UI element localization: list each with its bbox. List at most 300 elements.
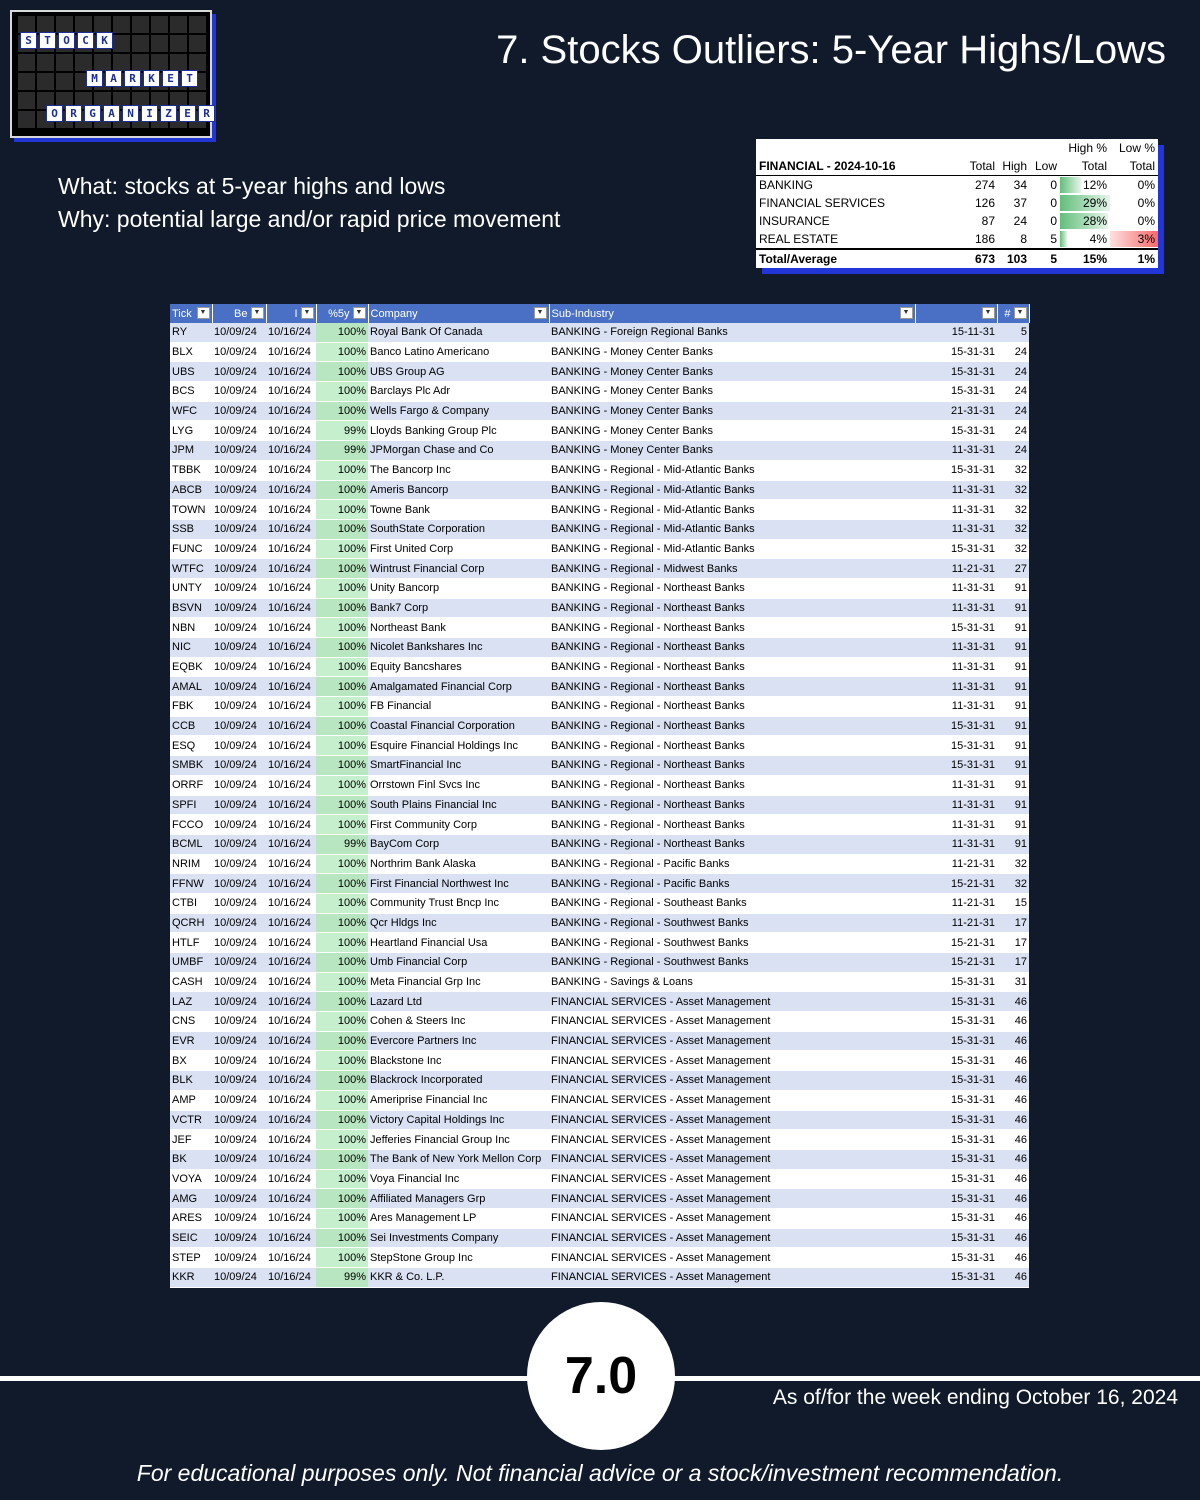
industry-count-cell: 46	[997, 1031, 1029, 1051]
logo-bg-tile	[18, 16, 35, 33]
column-header-trend[interactable]	[915, 304, 997, 323]
pct-5y-cell: 100%	[316, 1169, 368, 1189]
table-row[interactable]	[170, 382, 1029, 402]
table-row[interactable]	[170, 854, 1029, 874]
industry-count-cell: 32	[997, 460, 1029, 480]
trend-code-cell: 11-31-31	[915, 697, 997, 717]
filter-dropdown-icon[interactable]: ▼	[534, 307, 547, 319]
table-row[interactable]	[170, 1248, 1029, 1268]
industry-count-cell: 91	[997, 598, 1029, 618]
pct-5y-cell: 100%	[316, 1051, 368, 1071]
pct-5y-cell: 100%	[316, 756, 368, 776]
logo-letter: T	[39, 32, 56, 49]
sub-industry-cell: BANKING - Regional - Northeast Banks	[549, 736, 915, 756]
ticker-cell: BK	[170, 1149, 212, 1169]
industry-count-cell: 46	[997, 1149, 1029, 1169]
trend-code-cell: 21-31-31	[915, 401, 997, 421]
ticker-cell: BLX	[170, 342, 212, 362]
trend-code-cell: 15-31-31	[915, 342, 997, 362]
filter-dropdown-icon[interactable]: ▼	[353, 307, 366, 319]
industry-count-cell: 91	[997, 716, 1029, 736]
company-cell: Orrstown Finl Svcs Inc	[368, 775, 549, 795]
pct-5y-cell: 100%	[316, 775, 368, 795]
buy-date-cell: 10/09/24	[212, 933, 266, 953]
industry-count-cell: 17	[997, 953, 1029, 973]
sub-industry-cell: BANKING - Regional - Northeast Banks	[549, 618, 915, 638]
sub-industry-cell: BANKING - Regional - Southwest Banks	[549, 953, 915, 973]
table-row[interactable]	[170, 972, 1029, 992]
buy-date-cell: 10/09/24	[212, 519, 266, 539]
filter-dropdown-icon[interactable]: ▼	[251, 307, 264, 319]
table-row[interactable]	[170, 460, 1029, 480]
sub-industry-cell: BANKING - Regional - Northeast Banks	[549, 598, 915, 618]
company-cell: StepStone Group Inc	[368, 1248, 549, 1268]
table-row[interactable]	[170, 874, 1029, 894]
filter-dropdown-icon[interactable]: ▼	[197, 307, 210, 319]
end-date-cell: 10/16/24	[266, 441, 316, 461]
end-date-cell: 10/16/24	[266, 638, 316, 658]
company-cell: Royal Bank Of Canada	[368, 323, 549, 342]
company-cell: Voya Financial Inc	[368, 1169, 549, 1189]
industry-count-cell: 91	[997, 756, 1029, 776]
end-date-cell: 10/16/24	[266, 323, 316, 342]
summary-total-low: 5	[1030, 249, 1060, 268]
trend-code-cell: 15-31-31	[915, 1189, 997, 1209]
filter-dropdown-icon[interactable]: ▼	[900, 307, 913, 319]
column-header-sub-industry[interactable]	[549, 304, 915, 323]
industry-count-cell: 91	[997, 697, 1029, 717]
company-cell: First Community Corp	[368, 815, 549, 835]
column-header-end-date[interactable]	[266, 304, 316, 323]
summary-col-high-total: Total	[1060, 157, 1110, 176]
pct-5y-cell: 100%	[316, 716, 368, 736]
sub-industry-cell: BANKING - Regional - Pacific Banks	[549, 854, 915, 874]
table-row[interactable]	[170, 362, 1029, 382]
pct-5y-cell: 100%	[316, 1189, 368, 1209]
buy-date-cell: 10/09/24	[212, 992, 266, 1012]
table-row[interactable]	[170, 1090, 1029, 1110]
summary-low: 0	[1050, 214, 1057, 228]
buy-date-cell: 10/09/24	[212, 657, 266, 677]
summary-label: FINANCIAL - 2024-10-16	[756, 157, 936, 176]
trend-code-cell: 15-31-31	[915, 736, 997, 756]
pct-5y-cell: 100%	[316, 953, 368, 973]
sub-industry-cell: FINANCIAL SERVICES - Asset Management	[549, 1071, 915, 1091]
sub-industry-cell: BANKING - Regional - Southeast Banks	[549, 893, 915, 913]
pct-5y-cell: 100%	[316, 362, 368, 382]
table-row[interactable]	[170, 992, 1029, 1012]
buy-date-cell: 10/09/24	[212, 382, 266, 402]
industry-count-cell: 91	[997, 677, 1029, 697]
column-header-pct-5y[interactable]	[316, 304, 368, 323]
summary-total-low-pct: 1%	[1110, 249, 1158, 268]
trend-code-cell: 15-11-31	[915, 323, 997, 342]
logo-letter: R	[65, 105, 82, 122]
column-header-label: Sub-Industry	[551, 307, 614, 320]
ticker-cell: ARES	[170, 1208, 212, 1228]
table-row[interactable]	[170, 756, 1029, 776]
column-header-company[interactable]	[368, 304, 549, 323]
trend-code-cell: 15-31-31	[915, 1228, 997, 1248]
summary-total-total: 673	[936, 249, 998, 268]
table-row[interactable]	[170, 893, 1029, 913]
table-row[interactable]	[170, 815, 1029, 835]
sub-industry-cell: BANKING - Regional - Northeast Banks	[549, 834, 915, 854]
logo-letter: K	[96, 32, 113, 49]
table-row[interactable]	[170, 578, 1029, 598]
industry-count-cell: 24	[997, 401, 1029, 421]
table-row[interactable]	[170, 657, 1029, 677]
pct-5y-cell: 100%	[316, 736, 368, 756]
table-row[interactable]	[170, 1130, 1029, 1150]
buy-date-cell: 10/09/24	[212, 1071, 266, 1091]
summary-high-pct-cell	[1060, 230, 1110, 249]
ticker-cell: VCTR	[170, 1110, 212, 1130]
table-row[interactable]	[170, 1110, 1029, 1130]
summary-high-pct: 29%	[1082, 196, 1107, 210]
table-row[interactable]	[170, 519, 1029, 539]
industry-count-cell: 46	[997, 1071, 1029, 1091]
company-cell: Victory Capital Holdings Inc	[368, 1110, 549, 1130]
table-row[interactable]	[170, 1149, 1029, 1169]
table-row[interactable]	[170, 1051, 1029, 1071]
table-row[interactable]	[170, 323, 1029, 342]
company-cell: First Financial Northwest Inc	[368, 874, 549, 894]
summary-total: 186	[974, 232, 995, 246]
buy-date-cell: 10/09/24	[212, 953, 266, 973]
ticker-cell: CTBI	[170, 893, 212, 913]
ticker-cell: NRIM	[170, 854, 212, 874]
sector-summary-table	[756, 139, 1158, 268]
trend-code-cell: 11-31-31	[915, 775, 997, 795]
filter-dropdown-icon[interactable]: ▼	[982, 307, 995, 319]
pct-5y-cell: 100%	[316, 1149, 368, 1169]
ticker-cell: LYG	[170, 421, 212, 441]
industry-count-cell: 17	[997, 933, 1029, 953]
table-row[interactable]	[170, 1268, 1029, 1288]
company-cell: Nicolet Bankshares Inc	[368, 638, 549, 658]
summary-high: 24	[1013, 214, 1027, 228]
industry-count-cell: 32	[997, 539, 1029, 559]
company-cell: SouthState Corporation	[368, 519, 549, 539]
table-row[interactable]	[170, 834, 1029, 854]
pct-5y-cell: 100%	[316, 1071, 368, 1091]
ticker-cell: SEIC	[170, 1228, 212, 1248]
trend-code-cell: 11-21-31	[915, 854, 997, 874]
summary-high: 37	[1013, 196, 1027, 210]
logo-bg-tile	[151, 35, 168, 52]
sub-industry-cell: BANKING - Regional - Northeast Banks	[549, 815, 915, 835]
ticker-cell: BSVN	[170, 598, 212, 618]
trend-code-cell: 11-21-31	[915, 893, 997, 913]
ticker-cell: NIC	[170, 638, 212, 658]
table-row[interactable]	[170, 500, 1029, 520]
logo-bg-tile	[170, 54, 187, 71]
buy-date-cell: 10/09/24	[212, 1228, 266, 1248]
buy-date-cell: 10/09/24	[212, 775, 266, 795]
ticker-cell: KKR	[170, 1268, 212, 1288]
table-row[interactable]	[170, 421, 1029, 441]
section-number-badge: 7.0	[527, 1302, 675, 1450]
filter-dropdown-icon[interactable]: ▼	[301, 307, 314, 319]
table-row[interactable]	[170, 953, 1029, 973]
summary-total-high-pct: 15%	[1060, 249, 1110, 268]
column-header-buy-date[interactable]	[212, 304, 266, 323]
pct-5y-cell: 100%	[316, 677, 368, 697]
pct-5y-cell: 100%	[316, 578, 368, 598]
ticker-cell: JPM	[170, 441, 212, 461]
industry-count-cell: 46	[997, 1051, 1029, 1071]
ticker-cell: NBN	[170, 618, 212, 638]
ticker-cell: FBK	[170, 697, 212, 717]
logo-letter: N	[122, 105, 139, 122]
logo-bg-tile	[56, 54, 73, 71]
ticker-cell: CCB	[170, 716, 212, 736]
stock-market-organizer-logo	[10, 10, 212, 138]
table-row[interactable]	[170, 342, 1029, 362]
trend-code-cell: 11-31-31	[915, 519, 997, 539]
table-row[interactable]	[170, 480, 1029, 500]
trend-code-cell: 11-31-31	[915, 441, 997, 461]
ticker-cell: SSB	[170, 519, 212, 539]
sub-industry-cell: FINANCIAL SERVICES - Asset Management	[549, 1208, 915, 1228]
ticker-cell: AMG	[170, 1189, 212, 1209]
sub-industry-cell: FINANCIAL SERVICES - Asset Management	[549, 1110, 915, 1130]
ticker-cell: LAZ	[170, 992, 212, 1012]
sub-industry-cell: BANKING - Regional - Pacific Banks	[549, 874, 915, 894]
industry-count-cell: 46	[997, 1012, 1029, 1032]
pct-5y-cell: 100%	[316, 1228, 368, 1248]
logo-letter: O	[58, 32, 75, 49]
table-row[interactable]	[170, 1228, 1029, 1248]
table-row[interactable]	[170, 677, 1029, 697]
sub-industry-cell: FINANCIAL SERVICES - Asset Management	[549, 1248, 915, 1268]
table-row[interactable]	[170, 775, 1029, 795]
trend-code-cell: 11-31-31	[915, 795, 997, 815]
ticker-cell: QCRH	[170, 913, 212, 933]
summary-low-pct-cell	[1110, 176, 1158, 195]
company-cell: Ameriprise Financial Inc	[368, 1090, 549, 1110]
buy-date-cell: 10/09/24	[212, 598, 266, 618]
buy-date-cell: 10/09/24	[212, 834, 266, 854]
industry-count-cell: 46	[997, 1169, 1029, 1189]
company-cell: Equity Bancshares	[368, 657, 549, 677]
trend-code-cell: 15-31-31	[915, 421, 997, 441]
sub-industry-cell: FINANCIAL SERVICES - Asset Management	[549, 1090, 915, 1110]
ticker-cell: EVR	[170, 1031, 212, 1051]
logo-letter: A	[103, 105, 120, 122]
table-row[interactable]	[170, 598, 1029, 618]
disclaimer: For educational purposes only. Not financial advice or a stock/investment recommendation.	[136, 1460, 1064, 1486]
industry-count-cell: 91	[997, 775, 1029, 795]
logo-bg-tile	[113, 54, 130, 71]
sub-industry-cell: BANKING - Regional - Mid-Atlantic Banks	[549, 539, 915, 559]
end-date-cell: 10/16/24	[266, 1110, 316, 1130]
logo-letter: Z	[160, 105, 177, 122]
industry-count-cell: 5	[997, 323, 1029, 342]
end-date-cell: 10/16/24	[266, 598, 316, 618]
table-row[interactable]	[170, 697, 1029, 717]
buy-date-cell: 10/09/24	[212, 736, 266, 756]
trend-code-cell: 15-31-31	[915, 1031, 997, 1051]
ticker-cell: EQBK	[170, 657, 212, 677]
sub-industry-cell: BANKING - Regional - Northeast Banks	[549, 657, 915, 677]
ticker-cell: AMP	[170, 1090, 212, 1110]
buy-date-cell: 10/09/24	[212, 815, 266, 835]
sub-industry-cell: BANKING - Regional - Northeast Banks	[549, 716, 915, 736]
summary-high-pct-cell	[1060, 212, 1110, 230]
high-pct-databar	[1060, 231, 1067, 247]
industry-count-cell: 46	[997, 1189, 1029, 1209]
ticker-cell: BLK	[170, 1071, 212, 1091]
pct-5y-cell: 100%	[316, 559, 368, 579]
trend-code-cell: 15-31-31	[915, 539, 997, 559]
company-cell: Banco Latino Americano	[368, 342, 549, 362]
pct-5y-cell: 100%	[316, 972, 368, 992]
summary-high: 34	[1013, 178, 1027, 192]
sub-industry-cell: BANKING - Regional - Southwest Banks	[549, 913, 915, 933]
buy-date-cell: 10/09/24	[212, 1149, 266, 1169]
table-row[interactable]	[170, 913, 1029, 933]
pct-5y-cell: 100%	[316, 342, 368, 362]
ticker-cell: CASH	[170, 972, 212, 992]
end-date-cell: 10/16/24	[266, 697, 316, 717]
summary-row	[756, 176, 1158, 195]
table-row[interactable]	[170, 539, 1029, 559]
buy-date-cell: 10/09/24	[212, 421, 266, 441]
end-date-cell: 10/16/24	[266, 756, 316, 776]
table-row[interactable]	[170, 441, 1029, 461]
end-date-cell: 10/16/24	[266, 1149, 316, 1169]
ticker-cell: ORRF	[170, 775, 212, 795]
pct-5y-cell: 100%	[316, 992, 368, 1012]
logo-bg-tile	[151, 54, 168, 71]
trend-code-cell: 15-31-31	[915, 972, 997, 992]
trend-code-cell: 15-31-31	[915, 992, 997, 1012]
table-row[interactable]	[170, 736, 1029, 756]
summary-low-pct: 0%	[1137, 178, 1155, 192]
table-row[interactable]	[170, 1031, 1029, 1051]
summary-header-row-1	[756, 139, 1158, 157]
table-row[interactable]	[170, 638, 1029, 658]
summary-high-pct: 12%	[1082, 178, 1107, 192]
table-row[interactable]	[170, 1012, 1029, 1032]
sub-industry-cell: BANKING - Regional - Northeast Banks	[549, 775, 915, 795]
buy-date-cell: 10/09/24	[212, 638, 266, 658]
company-cell: Cohen & Steers Inc	[368, 1012, 549, 1032]
ticker-cell: UBS	[170, 362, 212, 382]
end-date-cell: 10/16/24	[266, 893, 316, 913]
table-row[interactable]	[170, 933, 1029, 953]
industry-count-cell: 46	[997, 1248, 1029, 1268]
table-row[interactable]	[170, 716, 1029, 736]
company-cell: FB Financial	[368, 697, 549, 717]
trend-code-cell: 15-31-31	[915, 362, 997, 382]
company-cell: The Bancorp Inc	[368, 460, 549, 480]
column-header-ticker[interactable]	[170, 304, 212, 323]
table-row[interactable]	[170, 559, 1029, 579]
logo-bg-tile	[75, 54, 92, 71]
buy-date-cell: 10/09/24	[212, 1189, 266, 1209]
table-row[interactable]	[170, 1189, 1029, 1209]
ticker-cell: BX	[170, 1051, 212, 1071]
pct-5y-cell: 100%	[316, 1248, 368, 1268]
sub-industry-cell: BANKING - Regional - Mid-Atlantic Banks	[549, 480, 915, 500]
end-date-cell: 10/16/24	[266, 1090, 316, 1110]
company-cell: Barclays Plc Adr	[368, 382, 549, 402]
pct-5y-cell: 100%	[316, 815, 368, 835]
industry-count-cell: 46	[997, 1110, 1029, 1130]
industry-count-cell: 24	[997, 362, 1029, 382]
table-row[interactable]	[170, 795, 1029, 815]
sub-industry-cell: FINANCIAL SERVICES - Asset Management	[549, 1031, 915, 1051]
buy-date-cell: 10/09/24	[212, 1031, 266, 1051]
summary-row	[756, 212, 1158, 230]
table-row[interactable]	[170, 1208, 1029, 1228]
table-row[interactable]	[170, 1169, 1029, 1189]
buy-date-cell: 10/09/24	[212, 677, 266, 697]
end-date-cell: 10/16/24	[266, 1012, 316, 1032]
pct-5y-cell: 100%	[316, 1090, 368, 1110]
ticker-cell: AMAL	[170, 677, 212, 697]
trend-code-cell: 15-31-31	[915, 618, 997, 638]
sub-industry-cell: BANKING - Regional - Northeast Banks	[549, 677, 915, 697]
ticker-cell: SPFI	[170, 795, 212, 815]
industry-count-cell: 32	[997, 854, 1029, 874]
sub-industry-cell: BANKING - Savings & Loans	[549, 972, 915, 992]
end-date-cell: 10/16/24	[266, 913, 316, 933]
end-date-cell: 10/16/24	[266, 1169, 316, 1189]
column-header-count[interactable]	[997, 304, 1029, 323]
end-date-cell: 10/16/24	[266, 559, 316, 579]
buy-date-cell: 10/09/24	[212, 1110, 266, 1130]
pct-5y-cell: 100%	[316, 598, 368, 618]
logo-letter: R	[124, 70, 141, 87]
table-row[interactable]	[170, 1071, 1029, 1091]
summary-low-pct: 0%	[1137, 214, 1155, 228]
buy-date-cell: 10/09/24	[212, 1268, 266, 1288]
trend-code-cell: 11-31-31	[915, 500, 997, 520]
pct-5y-cell: 100%	[316, 323, 368, 342]
ticker-cell: HTLF	[170, 933, 212, 953]
summary-col-high: High	[998, 157, 1030, 176]
filter-dropdown-icon[interactable]: ▼	[1014, 307, 1027, 319]
table-row[interactable]	[170, 618, 1029, 638]
trend-code-cell: 15-31-31	[915, 1268, 997, 1288]
pct-5y-cell: 100%	[316, 854, 368, 874]
pct-5y-cell: 100%	[316, 893, 368, 913]
table-row[interactable]	[170, 401, 1029, 421]
end-date-cell: 10/16/24	[266, 362, 316, 382]
summary-low: 0	[1050, 178, 1057, 192]
industry-count-cell: 46	[997, 1268, 1029, 1288]
trend-code-cell: 15-31-31	[915, 382, 997, 402]
summary-low: 5	[1050, 232, 1057, 246]
industry-count-cell: 91	[997, 657, 1029, 677]
industry-count-cell: 31	[997, 972, 1029, 992]
company-cell: KKR & Co. L.P.	[368, 1268, 549, 1288]
company-cell: Qcr Hldgs Inc	[368, 913, 549, 933]
summary-sector-name: BANKING	[759, 178, 814, 192]
trend-code-cell: 11-31-31	[915, 638, 997, 658]
buy-date-cell: 10/09/24	[212, 362, 266, 382]
end-date-cell: 10/16/24	[266, 874, 316, 894]
buy-date-cell: 10/09/24	[212, 874, 266, 894]
trend-code-cell: 11-31-31	[915, 480, 997, 500]
pct-5y-cell: 100%	[316, 460, 368, 480]
summary-low-pct-cell	[1110, 194, 1158, 212]
logo-letter: G	[84, 105, 101, 122]
